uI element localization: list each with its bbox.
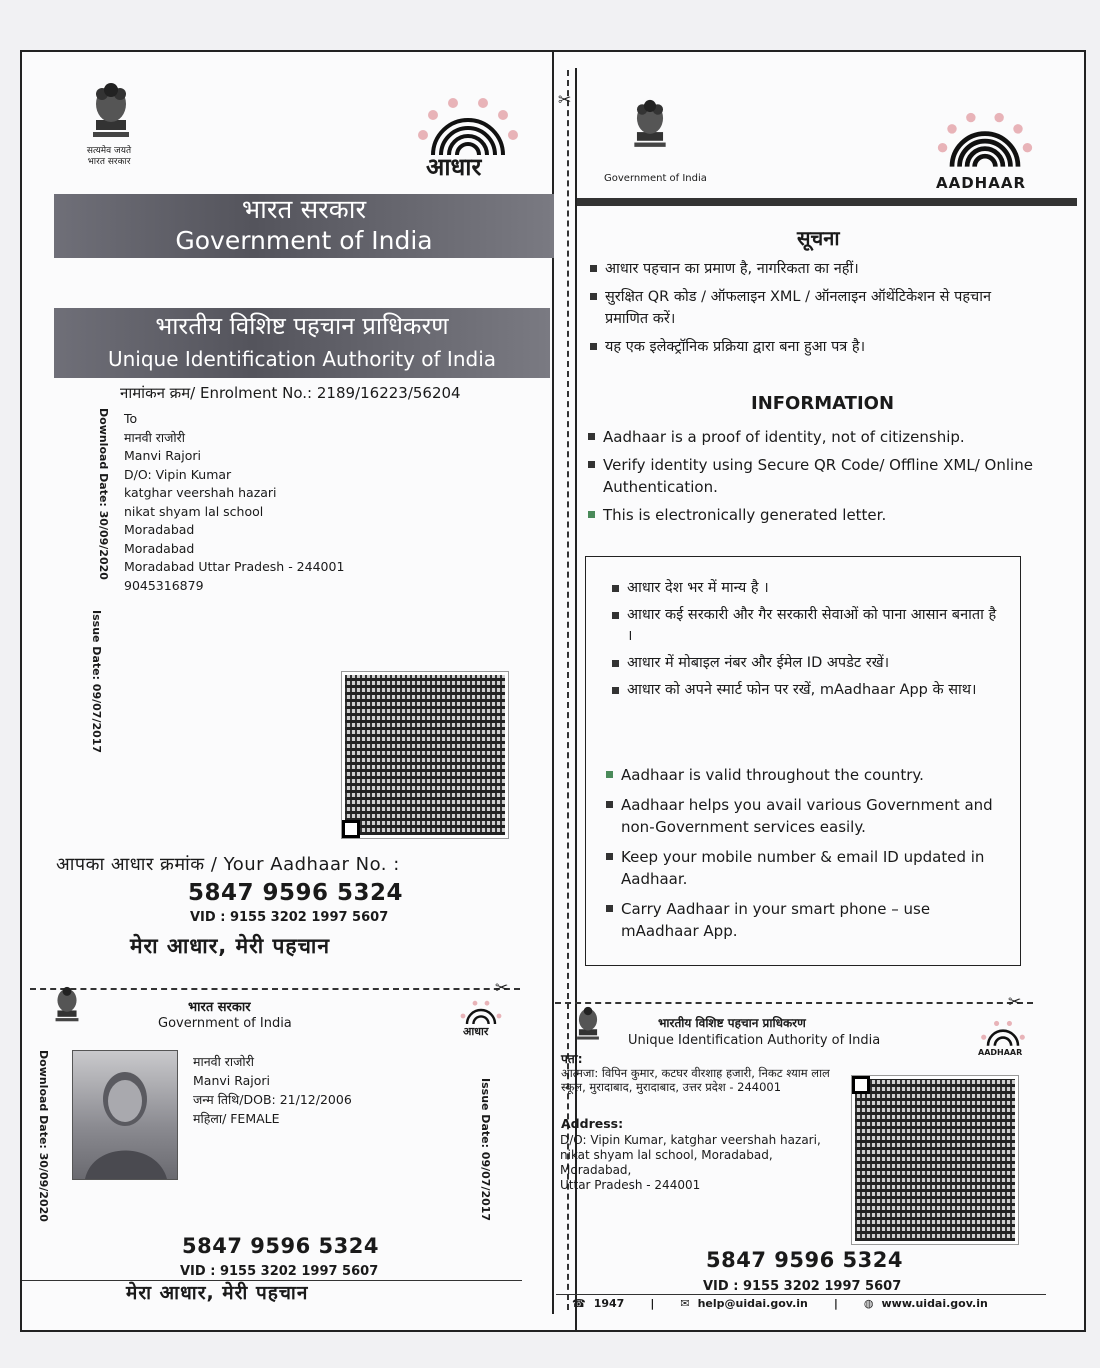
qr-finder <box>852 1076 870 1094</box>
card-aadhaar-number: 5847 9596 5324 <box>182 1234 379 1258</box>
scissors-icon: ✂ <box>1008 992 1022 1011</box>
gov-english: Government of India <box>175 226 433 255</box>
box-english-list <box>606 764 1001 948</box>
address-line: D/O: Vipin Kumar <box>124 466 232 482</box>
box-hindi-item: आधार देश भर में मान्य है । <box>612 578 1002 599</box>
uidai-band <box>54 308 550 378</box>
notice-item: यह एक इलेक्ट्रॉनिक प्रक्रिया द्वारा बना हुआ पत्र है। <box>590 336 1030 358</box>
address-label: Address: <box>561 1116 624 1131</box>
qr-finder <box>342 820 360 838</box>
divider <box>556 1294 1046 1295</box>
gov-hindi: भारत सरकार <box>241 195 367 225</box>
website-link[interactable]: www.uidai.gov.in <box>881 1297 988 1310</box>
card-issue-date: Issue Date: 09/07/2017 <box>479 1078 492 1222</box>
bullet-icon <box>612 585 619 592</box>
uidai-english: Unique Identification Authority of India <box>107 347 497 371</box>
card-download-date: Download Date: 30/09/2020 <box>37 1050 50 1222</box>
aadhaar-logo-text: आधार <box>463 1025 489 1038</box>
box-hindi-item: आधार में मोबाइल नंबर और ईमेल ID अपडेट रखें। <box>612 653 1002 674</box>
info-item: Aadhaar is a proof of identity, not of citizenship. <box>588 426 1053 448</box>
aadhaar-logo-small <box>972 1020 1034 1060</box>
aadhaar-logo-text: आधार <box>426 153 482 181</box>
address-line: nikat shyam lal school, Moradabad, <box>560 1148 773 1162</box>
bullet-icon <box>590 265 597 272</box>
address-hindi: आत्मजा: विपिन कुमार, कटघर वीरशाह हजारी, निकट श्याम लाल स्कूल, मुरादाबाद, मुरादाबाद, उत्तर प्रदेश - 244001 <box>561 1066 830 1094</box>
national-emblem-icon <box>630 96 670 156</box>
email-address[interactable]: help@uidai.gov.in <box>697 1297 808 1310</box>
issue-date: Issue Date: 09/07/2017 <box>90 610 103 754</box>
bullet-icon <box>588 461 595 468</box>
slogan: मेरा आधार, मेरी पहचान <box>130 934 330 958</box>
bullet-icon <box>612 687 619 694</box>
box-english-item: Carry Aadhaar in your smart phone – use mAadhaar App. <box>606 898 1001 942</box>
card-qr-code <box>852 1076 1018 1244</box>
notice-list <box>590 258 1030 364</box>
bullet-icon <box>606 853 613 860</box>
card-uidai-english: Unique Identification Authority of India <box>628 1033 881 1048</box>
holder-gender: महिला/ FEMALE <box>193 1111 280 1126</box>
address-line: Uttar Pradesh - 244001 <box>560 1178 701 1192</box>
holder-name: Manvi Rajori <box>193 1073 271 1088</box>
box-english-item: Aadhaar is valid throughout the country. <box>606 764 1001 786</box>
box-english-item: Aadhaar helps you avail various Government and non-Government services easily. <box>606 794 1001 838</box>
address-line: nikat shyam lal school <box>124 503 264 519</box>
holder-dob: जन्म तिथि/DOB: 21/12/2006 <box>193 1092 352 1107</box>
bullet-icon <box>606 771 613 778</box>
card-gov-english: Government of India <box>158 1016 292 1031</box>
bullet-icon <box>606 905 613 912</box>
gov-band <box>54 194 554 258</box>
separator: | <box>650 1297 655 1310</box>
national-emblem-icon <box>574 1005 602 1045</box>
box-hindi-list <box>612 578 1002 707</box>
info-item: Verify identity using Secure QR Code/ Offline XML/ Online Authentication. <box>588 454 1053 498</box>
emblem-caption: Government of India <box>604 173 707 184</box>
aadhaar-number: 5847 9596 5324 <box>188 880 404 906</box>
address-line: मानवी राजोरी <box>124 429 186 445</box>
notice-title: सूचना <box>797 226 840 250</box>
holder-details <box>193 1052 352 1128</box>
card-gov-hindi: भारत सरकार <box>188 1000 251 1015</box>
notice-item: सुरक्षित QR कोड / ऑफलाइन XML / ऑनलाइन ऑथेंटिकेशन से पहचान प्रमाणित करें। <box>590 286 1030 330</box>
email-icon: ✉ <box>680 1297 690 1310</box>
scissors-icon: ✂ <box>558 90 572 109</box>
info-title: INFORMATION <box>751 393 895 414</box>
cut-line-horizontal <box>30 988 520 990</box>
address-line: Moradabad <box>124 540 195 556</box>
phone-number: 1947 <box>593 1297 625 1310</box>
card-slogan: मेरा आधार, मेरी पहचान <box>126 1282 309 1304</box>
aadhaar-logo <box>408 95 528 185</box>
address-line: Moradabad, <box>560 1163 632 1177</box>
aadhaar-logo-text: AADHAAR <box>978 1048 1023 1057</box>
address-line: Moradabad <box>124 522 195 537</box>
national-emblem-icon <box>88 80 134 146</box>
address-line: katghar veershah hazari <box>124 485 277 500</box>
box-hindi-item: आधार को अपने स्मार्ट फोन पर रखें, mAadhaar App के साथ। <box>612 680 1002 701</box>
bullet-icon <box>588 433 595 440</box>
box-english-item: Keep your mobile number & email ID updated in Aadhaar. <box>606 846 1001 890</box>
bullet-icon <box>590 293 597 300</box>
card-back-aadhaar-number: 5847 9596 5324 <box>706 1248 903 1272</box>
bullet-icon <box>606 801 613 808</box>
box-hindi-item: आधार कई सरकारी और गैर सरकारी सेवाओं को पाना आसान बनाता है । <box>612 605 1002 647</box>
national-emblem-icon <box>52 985 82 1027</box>
aadhaar-logo <box>920 110 1050 192</box>
address-hindi-label: पता: <box>561 1052 583 1066</box>
separator: | <box>833 1297 838 1310</box>
globe-icon: ◍ <box>863 1297 874 1310</box>
address-line: Moradabad Uttar Pradesh - 244001 <box>124 559 345 574</box>
aadhaar-logo-small <box>455 1000 507 1040</box>
download-date: Download Date: 30/09/2020 <box>97 408 110 580</box>
notice-item: आधार पहचान का प्रमाण है, नागरिकता का नहीं। <box>590 258 1030 280</box>
bullet-icon <box>590 343 597 350</box>
holder-photo <box>72 1050 178 1180</box>
contact-bar <box>572 1297 988 1310</box>
card-uidai-hindi: भारतीय विशिष्ट पहचान प्राधिकरण <box>658 1016 806 1030</box>
recipient-address <box>124 410 344 595</box>
fingerprint-sun-icon <box>920 110 1050 176</box>
header-rule <box>577 198 1077 206</box>
address-line: 9045316879 <box>124 577 204 593</box>
fingerprint-sun-icon <box>972 1020 1034 1050</box>
card-vid-number: VID : 9155 3202 1997 5607 <box>180 1264 379 1279</box>
emblem-caption: सत्यमेव जयते भारत सरकार <box>86 146 132 167</box>
info-item: This is electronically generated letter. <box>588 504 1053 526</box>
address-line: To <box>124 411 138 426</box>
address-line: Manvi Rajori <box>124 448 202 463</box>
enrolment-number: नामांकन क्रम/ Enrolment No.: 2189/16223/56204 <box>120 384 461 402</box>
bullet-icon <box>588 511 595 518</box>
card-address <box>560 1133 821 1193</box>
holder-name-hindi: मानवी राजोरी <box>193 1054 255 1069</box>
bullet-icon <box>612 612 619 619</box>
phone-icon: ☎ <box>572 1297 586 1310</box>
bullet-icon <box>612 660 619 667</box>
scissors-icon: ✂ <box>495 978 509 997</box>
info-list <box>588 426 1053 532</box>
vid-number: VID : 9155 3202 1997 5607 <box>190 910 389 925</box>
card-back-vid-number: VID : 9155 3202 1997 5607 <box>703 1279 902 1294</box>
uidai-hindi: भारतीय विशिष्ट पहचान प्राधिकरण <box>155 312 449 340</box>
aadhaar-number-label: आपका आधार क्रमांक / Your Aadhaar No. : <box>56 854 400 875</box>
cut-line-horizontal <box>555 1002 1033 1004</box>
aadhaar-logo-text: AADHAAR <box>936 174 1026 192</box>
qr-code <box>342 672 508 838</box>
address-line: D/O: Vipin Kumar, katghar veershah hazari, <box>560 1133 821 1147</box>
